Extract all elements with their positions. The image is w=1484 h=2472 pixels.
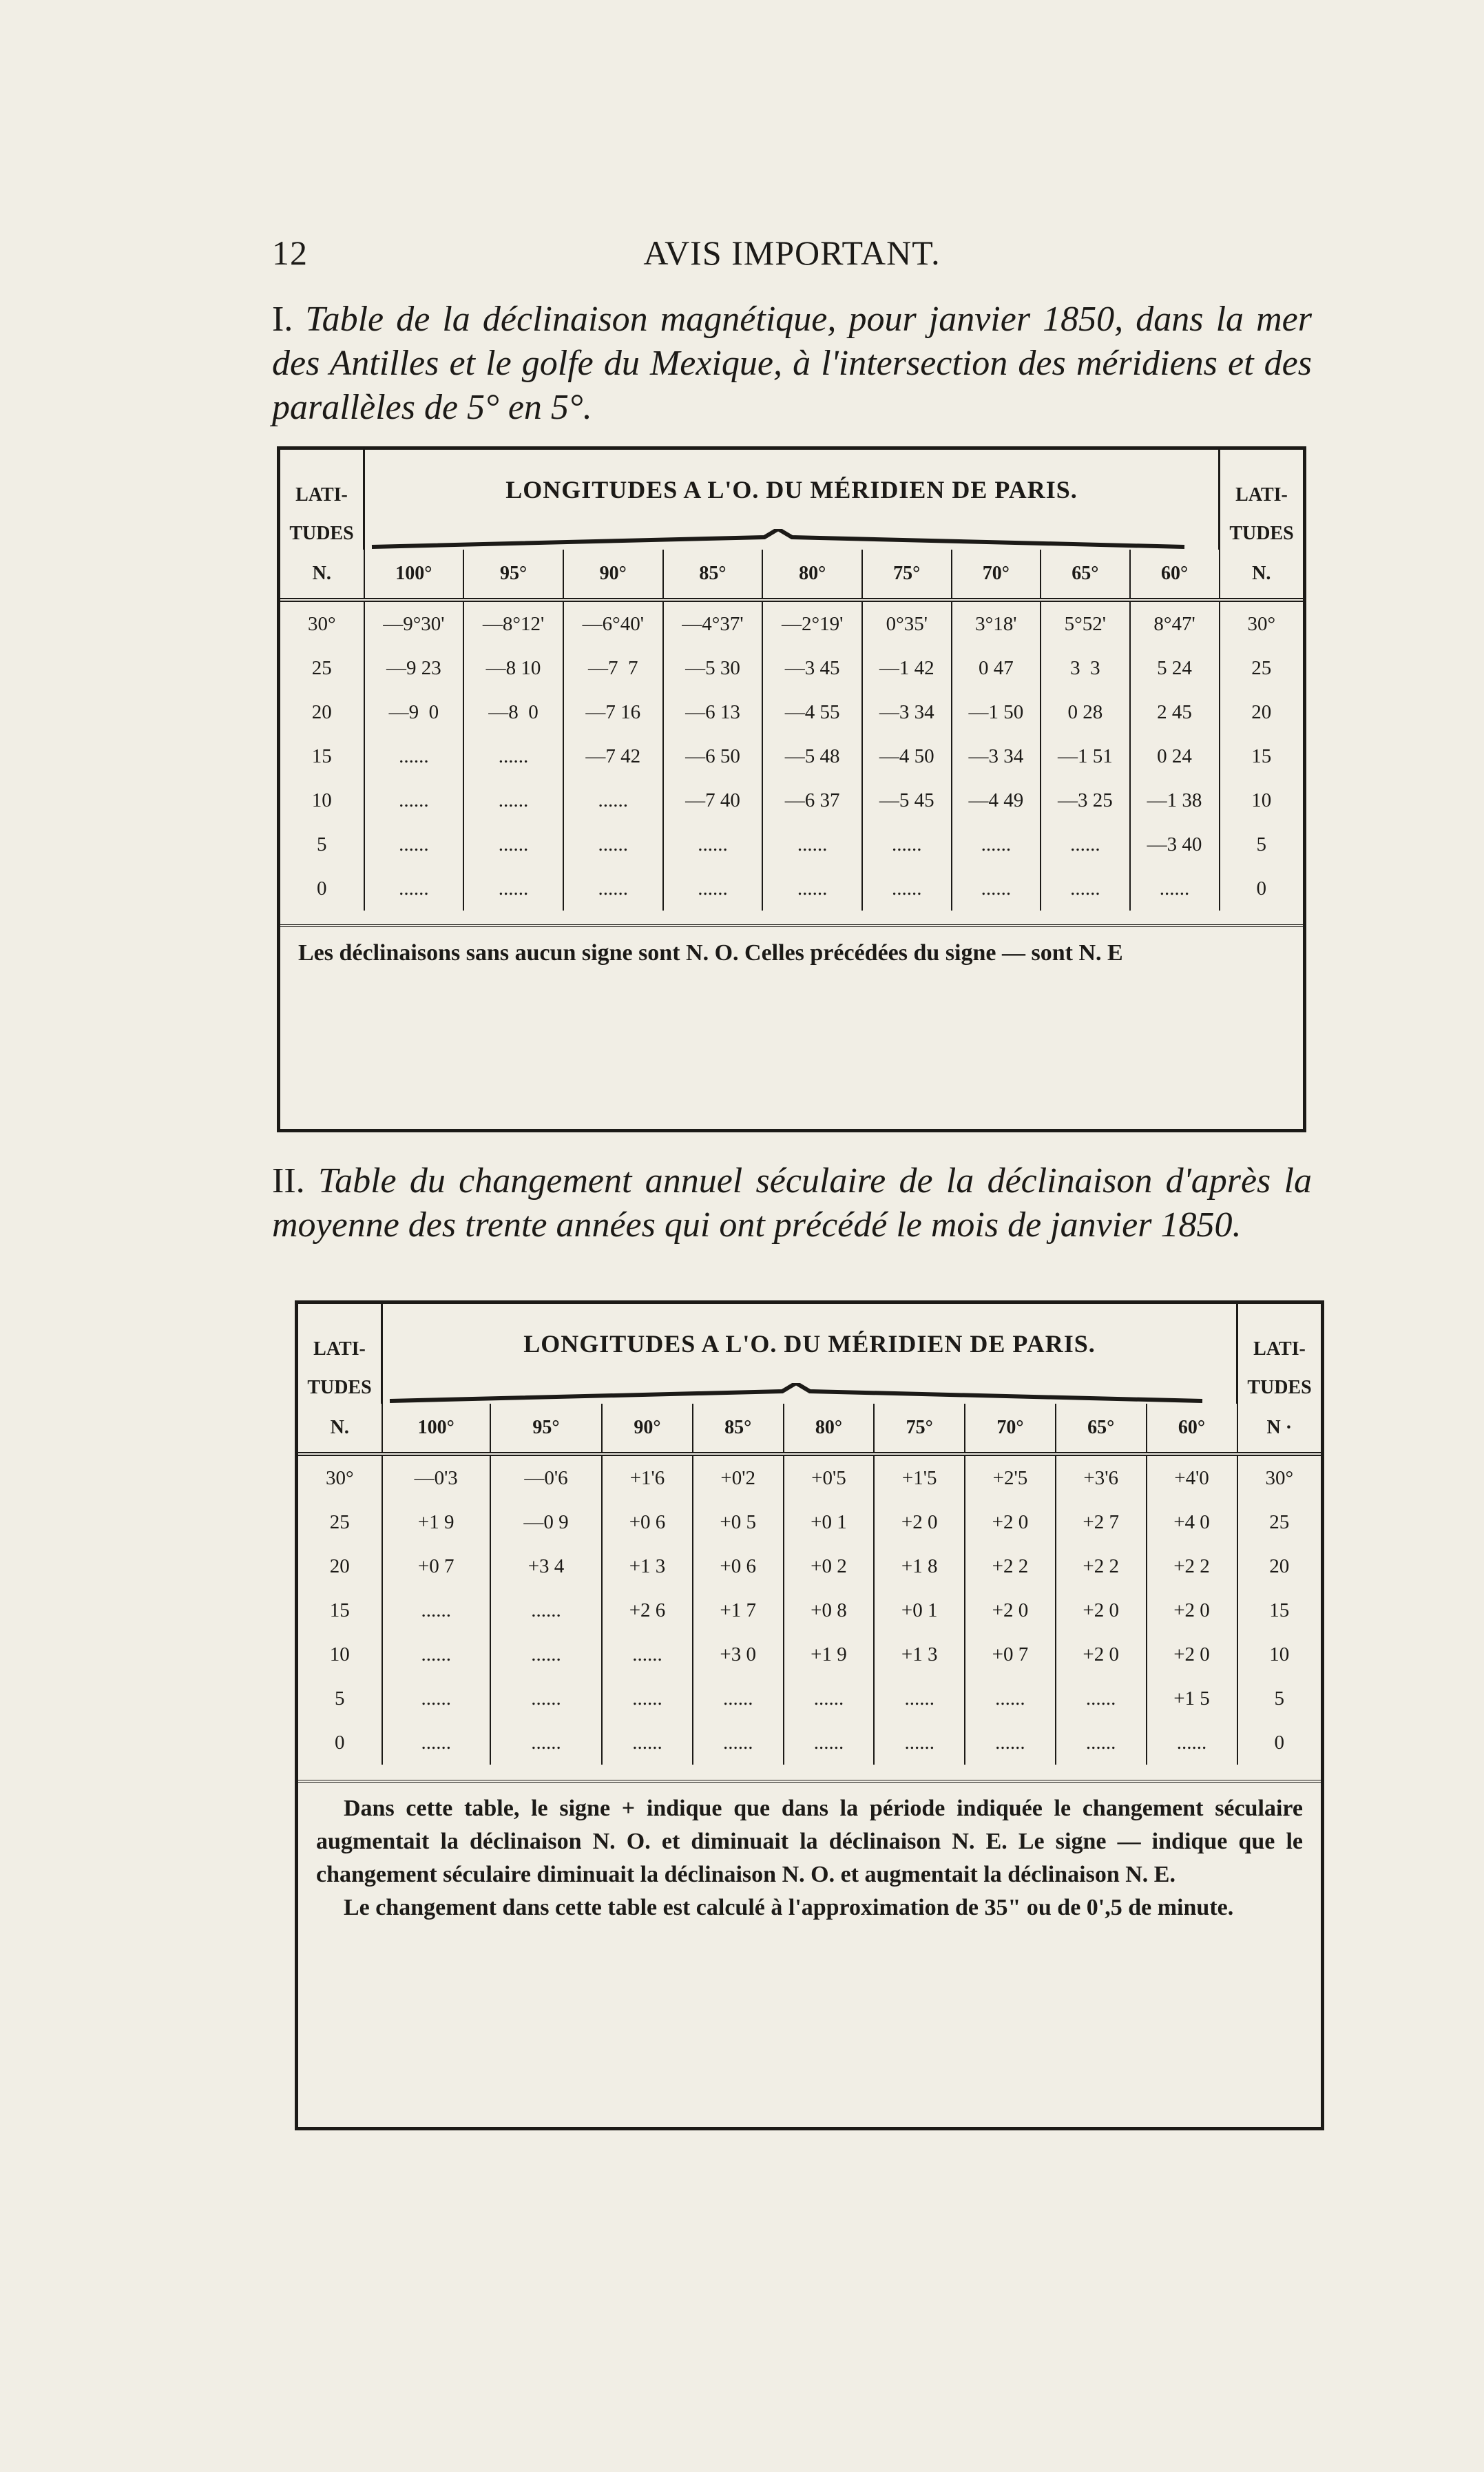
lat-head-left-mid: TUDES bbox=[307, 1377, 372, 1398]
row-latitude-right: 20 bbox=[1220, 690, 1304, 734]
table-cell: +2 2 bbox=[965, 1544, 1056, 1588]
col-75: 75° bbox=[874, 1404, 965, 1454]
row-latitude: 0 bbox=[335, 1731, 345, 1754]
table-cell: +1 3 bbox=[874, 1632, 965, 1676]
table-cell: +1 9 bbox=[382, 1500, 490, 1544]
table-row bbox=[280, 866, 1303, 911]
table-cell: —6 13 bbox=[663, 690, 763, 734]
table-cell: —9 0 bbox=[364, 690, 464, 734]
col-85: 85° bbox=[693, 1404, 784, 1454]
table-cell: ...... bbox=[463, 822, 563, 866]
table-cell: +2 7 bbox=[1056, 1500, 1147, 1544]
lat-head-right bbox=[1237, 1304, 1321, 1404]
table-cell: —4 49 bbox=[952, 778, 1041, 822]
lat-head-right-mid: TUDES bbox=[1229, 523, 1294, 544]
row-latitude-right: 25 bbox=[1237, 1500, 1321, 1544]
row-latitude: 5 bbox=[335, 1687, 345, 1710]
longitude-title: LONGITUDES A L'O. DU MÉRIDIEN DE PARIS. bbox=[523, 1329, 1096, 1358]
table-cell: —1 50 bbox=[952, 690, 1041, 734]
table-cell: —9 23 bbox=[364, 646, 464, 690]
lat-head-right-top: LATI- bbox=[1253, 1338, 1306, 1360]
secular-change-grid bbox=[298, 1304, 1321, 1765]
brace-glyph bbox=[365, 529, 1191, 550]
row-latitude-right: 10 bbox=[1237, 1632, 1321, 1676]
table-cell: +1 7 bbox=[693, 1588, 784, 1632]
table-cell: +0'2 bbox=[693, 1454, 784, 1500]
table-cell: —7 42 bbox=[563, 734, 663, 778]
table-row bbox=[280, 734, 1303, 778]
table-cell: ...... bbox=[862, 822, 952, 866]
table-cell: 5 24 bbox=[1130, 646, 1220, 690]
table1-caption bbox=[272, 298, 1312, 435]
col-65: 65° bbox=[1041, 550, 1130, 600]
table1-caption-text: Table de la déclinaison magnétique, pour janvier 1850, dans la mer des Antilles et le golfe du Mexique, à l'intersection des méridiens et des parallèles de 5° en 5°. bbox=[272, 300, 1312, 427]
table-row bbox=[298, 1544, 1321, 1588]
table-cell: —4 50 bbox=[862, 734, 952, 778]
row-latitude-right: 0 bbox=[1220, 866, 1304, 911]
col-70: 70° bbox=[965, 1404, 1056, 1454]
table-row bbox=[298, 1676, 1321, 1721]
table-row bbox=[280, 646, 1303, 690]
table-row bbox=[280, 778, 1303, 822]
table-cell: —4 55 bbox=[762, 690, 862, 734]
row-latitude: 25 bbox=[329, 1510, 350, 1533]
table-cell: ...... bbox=[364, 822, 464, 866]
table-cell: ...... bbox=[663, 822, 763, 866]
table-row bbox=[280, 600, 1303, 646]
row-latitude: 0 bbox=[317, 877, 327, 900]
table-cell: ...... bbox=[490, 1632, 602, 1676]
table-cell: ...... bbox=[1041, 866, 1130, 911]
table-cell: ...... bbox=[762, 866, 862, 911]
row-latitude-right: 5 bbox=[1237, 1676, 1321, 1721]
table-cell: +4 0 bbox=[1147, 1500, 1237, 1544]
table-cell: ...... bbox=[382, 1588, 490, 1632]
table-cell: ...... bbox=[602, 1721, 693, 1765]
table-row bbox=[280, 690, 1303, 734]
table-cell: ...... bbox=[1056, 1676, 1147, 1721]
table-cell: ...... bbox=[563, 822, 663, 866]
table-cell: —3 25 bbox=[1041, 778, 1130, 822]
table-cell: —6°40' bbox=[563, 600, 663, 646]
row-latitude: 30° bbox=[325, 1466, 354, 1489]
row-latitude-right: 30° bbox=[1237, 1454, 1321, 1500]
table1-caption-number: I. bbox=[272, 300, 293, 339]
table-cell: —0 9 bbox=[490, 1500, 602, 1544]
table-row bbox=[280, 822, 1303, 866]
table-cell: —7 16 bbox=[563, 690, 663, 734]
table-cell: ...... bbox=[1130, 866, 1220, 911]
table-cell: ...... bbox=[952, 822, 1041, 866]
table-cell: ...... bbox=[382, 1676, 490, 1721]
running-title: AVIS IMPORTANT. bbox=[643, 233, 941, 272]
table-cell: ...... bbox=[364, 734, 464, 778]
page-number: 12 bbox=[272, 233, 308, 272]
row-latitude: 10 bbox=[329, 1643, 350, 1665]
table-cell: +0 5 bbox=[693, 1500, 784, 1544]
col-65: 65° bbox=[1056, 1404, 1147, 1454]
lat-head-left-n: N. bbox=[280, 550, 364, 600]
table-cell: 3°18' bbox=[952, 600, 1041, 646]
table-cell: —7 40 bbox=[663, 778, 763, 822]
table-cell: +0 2 bbox=[784, 1544, 875, 1588]
table-cell: +0 1 bbox=[874, 1588, 965, 1632]
table-cell: ...... bbox=[862, 866, 952, 911]
row-latitude-right: 10 bbox=[1220, 778, 1304, 822]
table-row bbox=[298, 1588, 1321, 1632]
lat-head-left-n: N. bbox=[298, 1404, 382, 1454]
col-70: 70° bbox=[952, 550, 1041, 600]
table-cell: —8°12' bbox=[463, 600, 563, 646]
table-cell: +1 3 bbox=[602, 1544, 693, 1588]
row-latitude-right: 5 bbox=[1220, 822, 1304, 866]
table-cell: +2 0 bbox=[1147, 1588, 1237, 1632]
table-cell: +3'6 bbox=[1056, 1454, 1147, 1500]
table-cell: +2 0 bbox=[1056, 1588, 1147, 1632]
table-cell: +2 0 bbox=[1056, 1632, 1147, 1676]
table2-caption bbox=[272, 1159, 1312, 1297]
table-cell: ...... bbox=[965, 1721, 1056, 1765]
table-cell: +2 0 bbox=[874, 1500, 965, 1544]
table-cell: ...... bbox=[463, 778, 563, 822]
table-cell: ...... bbox=[762, 822, 862, 866]
table-cell: —5 30 bbox=[663, 646, 763, 690]
table-cell: ...... bbox=[784, 1721, 875, 1765]
col-80: 80° bbox=[784, 1404, 875, 1454]
table-cell: —3 40 bbox=[1130, 822, 1220, 866]
longitude-title: LONGITUDES A L'O. DU MÉRIDIEN DE PARIS. bbox=[505, 475, 1078, 503]
table-cell: +0 7 bbox=[965, 1632, 1056, 1676]
table-cell: ...... bbox=[463, 734, 563, 778]
table-cell: +2 0 bbox=[1147, 1632, 1237, 1676]
table1-note: Les déclinaisons sans aucun signe sont N. O. Celles précédées du signe — sont N. E bbox=[280, 924, 1303, 970]
table-cell: ...... bbox=[463, 866, 563, 911]
lat-head-left bbox=[280, 450, 364, 550]
table-cell: —5 45 bbox=[862, 778, 952, 822]
row-latitude: 15 bbox=[329, 1599, 350, 1621]
table-cell: —1 38 bbox=[1130, 778, 1220, 822]
col-85: 85° bbox=[663, 550, 763, 600]
table-cell: +3 4 bbox=[490, 1544, 602, 1588]
lat-head-right-n: N. bbox=[1220, 550, 1304, 600]
secular-change-table bbox=[295, 1300, 1324, 2130]
lat-head-right-mid: TUDES bbox=[1247, 1377, 1312, 1398]
row-latitude: 5 bbox=[317, 833, 327, 855]
table-cell: ...... bbox=[693, 1721, 784, 1765]
declination-table bbox=[277, 446, 1306, 1132]
table-cell: 2 45 bbox=[1130, 690, 1220, 734]
row-latitude: 30° bbox=[307, 612, 336, 635]
table-cell: —3 34 bbox=[952, 734, 1041, 778]
table-cell: ...... bbox=[382, 1632, 490, 1676]
table-cell: ...... bbox=[952, 866, 1041, 911]
row-latitude-right: 25 bbox=[1220, 646, 1304, 690]
col-90: 90° bbox=[563, 550, 663, 600]
table-cell: —3 34 bbox=[862, 690, 952, 734]
table-cell: +0 8 bbox=[784, 1588, 875, 1632]
table-cell: ...... bbox=[693, 1676, 784, 1721]
table-cell: 5°52' bbox=[1041, 600, 1130, 646]
table-cell: —1 51 bbox=[1041, 734, 1130, 778]
table-cell: —8 0 bbox=[463, 690, 563, 734]
table-cell: ...... bbox=[784, 1676, 875, 1721]
col-100: 100° bbox=[382, 1404, 490, 1454]
table-cell: ...... bbox=[563, 866, 663, 911]
row-latitude: 15 bbox=[311, 745, 332, 767]
table-cell: +0'5 bbox=[784, 1454, 875, 1500]
col-100: 100° bbox=[364, 550, 464, 600]
table-cell: +2 0 bbox=[965, 1588, 1056, 1632]
table-cell: +1 8 bbox=[874, 1544, 965, 1588]
table-cell: ...... bbox=[602, 1676, 693, 1721]
table-cell: —2°19' bbox=[762, 600, 862, 646]
lat-head-left-mid: TUDES bbox=[289, 523, 354, 544]
table-cell: ...... bbox=[490, 1676, 602, 1721]
table-cell: ...... bbox=[490, 1721, 602, 1765]
table-cell: +0 6 bbox=[602, 1500, 693, 1544]
table-cell: —8 10 bbox=[463, 646, 563, 690]
table-cell: ...... bbox=[874, 1721, 965, 1765]
col-80: 80° bbox=[762, 550, 862, 600]
table-cell: 8°47' bbox=[1130, 600, 1220, 646]
row-latitude-right: 20 bbox=[1237, 1544, 1321, 1588]
table-cell: —3 45 bbox=[762, 646, 862, 690]
row-latitude: 25 bbox=[311, 656, 332, 679]
row-latitude: 20 bbox=[329, 1555, 350, 1577]
table-cell: ...... bbox=[364, 866, 464, 911]
lat-head-left-top: LATI- bbox=[295, 484, 348, 506]
table-cell: ...... bbox=[874, 1676, 965, 1721]
col-90: 90° bbox=[602, 1404, 693, 1454]
table-cell: +4'0 bbox=[1147, 1454, 1237, 1500]
col-60: 60° bbox=[1147, 1404, 1237, 1454]
table-cell: +2'5 bbox=[965, 1454, 1056, 1500]
table-cell: ...... bbox=[382, 1721, 490, 1765]
row-latitude-right: 30° bbox=[1220, 600, 1304, 646]
table-cell: 0 28 bbox=[1041, 690, 1130, 734]
table-cell: +3 0 bbox=[693, 1632, 784, 1676]
page-header bbox=[272, 233, 1312, 288]
table-cell: ...... bbox=[490, 1588, 602, 1632]
table2-note bbox=[298, 1780, 1321, 1924]
table-cell: —0'3 bbox=[382, 1454, 490, 1500]
table-cell: 0 47 bbox=[952, 646, 1041, 690]
table-row bbox=[298, 1454, 1321, 1500]
table-cell: +1 5 bbox=[1147, 1676, 1237, 1721]
table-cell: —9°30' bbox=[364, 600, 464, 646]
table-row bbox=[298, 1721, 1321, 1765]
table-cell: —5 48 bbox=[762, 734, 862, 778]
row-latitude: 10 bbox=[311, 789, 332, 811]
lat-head-right-n: N · bbox=[1237, 1404, 1321, 1454]
declination-grid bbox=[280, 450, 1303, 911]
table-cell: +1'5 bbox=[874, 1454, 965, 1500]
row-latitude-right: 15 bbox=[1220, 734, 1304, 778]
table-cell: +0 7 bbox=[382, 1544, 490, 1588]
col-60: 60° bbox=[1130, 550, 1220, 600]
table-cell: —4°37' bbox=[663, 600, 763, 646]
table-cell: +0 1 bbox=[784, 1500, 875, 1544]
table-cell: +2 0 bbox=[965, 1500, 1056, 1544]
col-75: 75° bbox=[862, 550, 952, 600]
table-cell: ...... bbox=[965, 1676, 1056, 1721]
lat-head-right bbox=[1220, 450, 1304, 550]
brace bbox=[382, 1383, 1237, 1404]
col-95: 95° bbox=[490, 1404, 602, 1454]
row-latitude-right: 0 bbox=[1237, 1721, 1321, 1765]
lat-head-left bbox=[298, 1304, 382, 1404]
table2-note-p2: Le changement dans cette table est calculé à l'approximation de 35" ou de 0',5 de minute. bbox=[344, 1895, 1234, 1920]
table-row bbox=[298, 1632, 1321, 1676]
table-cell: ...... bbox=[364, 778, 464, 822]
table-cell: +2 2 bbox=[1056, 1544, 1147, 1588]
table-cell: —0'6 bbox=[490, 1454, 602, 1500]
table-row bbox=[298, 1500, 1321, 1544]
table2-note-p1: Dans cette table, le signe + indique que dans la période indiquée le changement séculaire augmentait la déclinaison N. O. et diminuait la déclinaison N. E. Le signe — indique que le changement séculaire diminuait la déclinaison N. O. et augmentait la déclinaison N. E. bbox=[316, 1796, 1303, 1887]
table-cell: +1 9 bbox=[784, 1632, 875, 1676]
brace bbox=[364, 529, 1220, 550]
table-cell: +1'6 bbox=[602, 1454, 693, 1500]
lat-head-left-top: LATI- bbox=[313, 1338, 366, 1360]
table-cell: +2 6 bbox=[602, 1588, 693, 1632]
table-cell: +2 2 bbox=[1147, 1544, 1237, 1588]
table-cell: ...... bbox=[1056, 1721, 1147, 1765]
table-cell: +0 6 bbox=[693, 1544, 784, 1588]
table2-caption-text: Table du changement annuel séculaire de la déclinaison d'après la moyenne des trente années qui ont précédé le mois de janvier 1850. bbox=[272, 1161, 1313, 1245]
table-cell: —7 7 bbox=[563, 646, 663, 690]
table-cell: ...... bbox=[602, 1632, 693, 1676]
row-latitude: 20 bbox=[311, 700, 332, 723]
table-cell: 0°35' bbox=[862, 600, 952, 646]
table-cell: ...... bbox=[1041, 822, 1130, 866]
table-cell: —6 50 bbox=[663, 734, 763, 778]
table-cell: 3 3 bbox=[1041, 646, 1130, 690]
table-cell: —1 42 bbox=[862, 646, 952, 690]
table-cell: ...... bbox=[1147, 1721, 1237, 1765]
row-latitude-right: 15 bbox=[1237, 1588, 1321, 1632]
brace-glyph bbox=[383, 1383, 1209, 1404]
table-cell: ...... bbox=[663, 866, 763, 911]
col-95: 95° bbox=[463, 550, 563, 600]
table-cell: 0 24 bbox=[1130, 734, 1220, 778]
table2-caption-number: II. bbox=[272, 1161, 305, 1201]
table-cell: —6 37 bbox=[762, 778, 862, 822]
table-cell: ...... bbox=[563, 778, 663, 822]
lat-head-right-top: LATI- bbox=[1235, 484, 1288, 506]
